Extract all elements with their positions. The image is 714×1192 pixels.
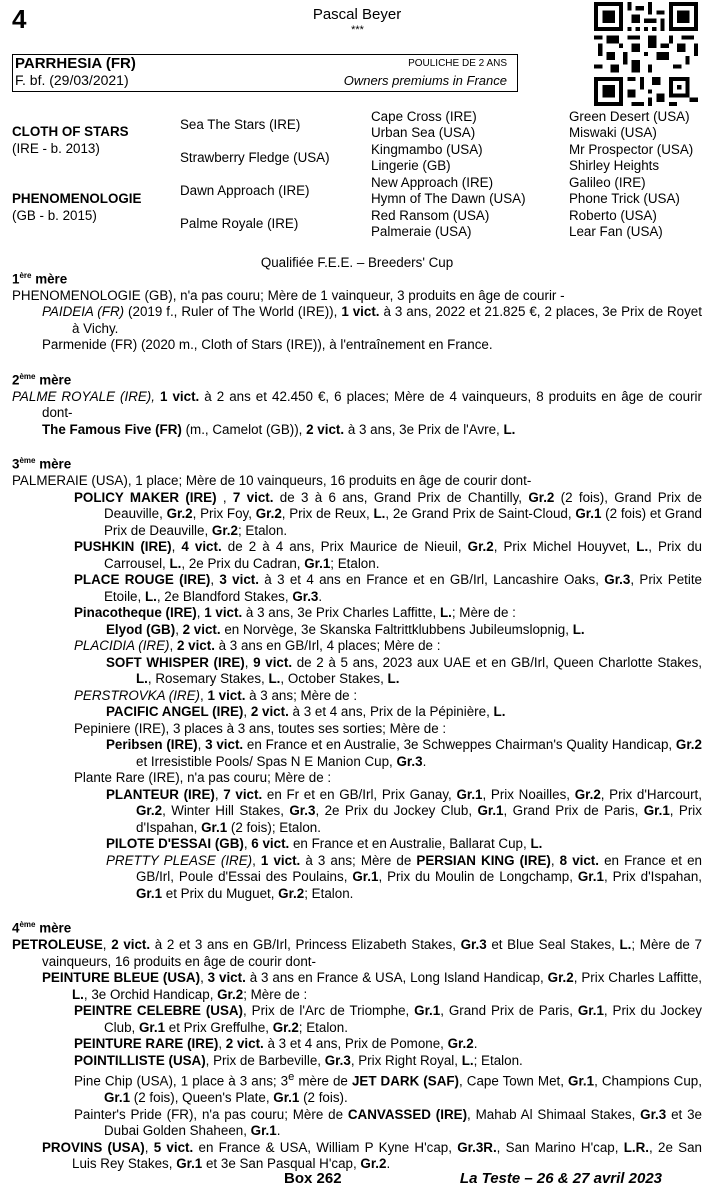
box-number: Box 262 bbox=[284, 1170, 342, 1187]
family-entry: PEINTRE CELEBRE (USA), Prix de l'Arc de Triomphe, Gr.1, Grand Prix de Paris, Gr.1, Prix du Jockey Club, Gr.1 et Prix Greffulhe, Gr.2; Etalon. bbox=[74, 1003, 702, 1035]
family-entry: Peribsen (IRE), 3 vict. en France et en Australie, 3e Schweppes Chairman's Quality Handicap, Gr.2 et Irresistible Pools/ Spas N E Manion Cup, Gr.3. bbox=[106, 737, 702, 769]
sire-info: (IRE - b. 2013) bbox=[12, 141, 100, 156]
lot-number: 4 bbox=[12, 4, 27, 34]
pedigree-gen3: Hymn of The Dawn (USA) bbox=[371, 191, 526, 206]
family-text bbox=[12, 268, 702, 1173]
family-entry: Elyod (GB), 2 vict. en Norvège, 3e Skanska Faltrittklubbens Jubileumslopnig, L. bbox=[106, 621, 585, 637]
family-entry: The Famous Five (FR) (m., Camelot (GB)), 2 vict. à 3 ans, 3e Prix de l'Avre, L. bbox=[42, 421, 516, 437]
family-entry: SOFT WHISPER (IRE), 9 vict. de 2 à 5 ans, 2023 aux UAE et en GB/Irl, Queen Charlotte Stakes, L., Rosemary Stakes, L., October Stakes, L. bbox=[106, 654, 702, 687]
pedigree-gen4: Galileo (IRE) bbox=[569, 175, 646, 190]
horse-header-box bbox=[12, 54, 518, 92]
pedigree-gen2: Strawberry Fledge (USA) bbox=[180, 150, 330, 165]
owners-premiums: Owners premiums in France bbox=[343, 73, 507, 88]
pedigree-gen4: Lear Fan (USA) bbox=[569, 224, 663, 239]
qr-code-icon bbox=[594, 2, 698, 106]
horse-birth: F. bf. (29/03/2021) bbox=[15, 72, 129, 88]
family-entry: Parmenide (FR) (2020 m., Cloth of Stars (IRE)), à l'entraînement en France. bbox=[42, 337, 493, 353]
dam-section-heading: 4ème mère bbox=[12, 920, 72, 936]
pedigree-gen3: Lingerie (GB) bbox=[371, 158, 451, 173]
family-entry: POLICY MAKER (IRE) , 7 vict. de 3 à 6 ans, Grand Prix de Chantilly, Gr.2 (2 fois), Grand Prix de Deauville, Gr.2, Prix Foy, Gr.2, Prix de Reux, L., 2e Grand Prix de Saint-Cloud, Gr.1 (2 fois) et Grand Prix de Deauville, Gr.2; Etalon. bbox=[74, 489, 702, 538]
seller-stars: *** bbox=[350, 24, 364, 36]
family-entry: Pinacotheque (IRE), 1 vict. à 3 ans, 3e Prix Charles Laffitte, L.; Mère de : bbox=[74, 605, 516, 621]
family-entry: POINTILLISTE (USA), Prix de Barbeville, Gr.3, Prix Right Royal, L.; Etalon. bbox=[74, 1052, 523, 1068]
pedigree-gen4: Mr Prospector (USA) bbox=[569, 142, 694, 157]
family-entry: Pepiniere (IRE), 3 places à 3 ans, toutes ses sorties; Mère de : bbox=[74, 720, 447, 736]
pedigree-gen3: Red Ransom (USA) bbox=[371, 208, 490, 223]
family-entry: PRETTY PLEASE (IRE), 1 vict. à 3 ans; Mère de PERSIAN KING (IRE), 8 vict. en France et en GB/Irl, Poule d'Essai des Poulains, Gr.1, Prix du Moulin de Longchamp, Gr.1, Prix d'Ispahan, Gr.1 et Prix du Muguet, Gr.2; Etalon. bbox=[106, 852, 702, 901]
qualification: Qualifiée F.E.E. – Breeders' Cup bbox=[260, 255, 454, 270]
pedigree-gen3: Palmeraie (USA) bbox=[371, 224, 472, 239]
family-entry: Plante Rare (IRE), n'a pas couru; Mère de : bbox=[74, 770, 332, 786]
family-entry: PALME ROYALE (IRE), 1 vict. à 2 ans et 42.450 €, 6 places; Mère de 4 vainqueurs, 8 produits en âge de courir dont- bbox=[12, 388, 702, 421]
family-entry: Painter's Pride (FR), n'a pas couru; Mère de CANVASSED (IRE), Mahab Al Shimaal Stakes, Gr.3 et 3e Dubai Golden Shaheen, Gr.1. bbox=[74, 1106, 702, 1139]
pedigree-gen4: Roberto (USA) bbox=[569, 208, 657, 223]
pedigree-gen3: Urban Sea (USA) bbox=[371, 125, 476, 140]
family-entry: PUSHKIN (IRE), 4 vict. de 2 à 4 ans, Prix Maurice de Nieuil, Gr.2, Prix Michel Houyvet, L., Prix du Carrousel, L., 2e Prix du Cadran, Gr.1; Etalon. bbox=[74, 539, 703, 571]
family-entry: PERSTROVKA (IRE), 1 vict. à 3 ans; Mère de : bbox=[74, 687, 358, 703]
pedigree-gen4: Miswaki (USA) bbox=[569, 125, 657, 140]
pedigree-gen2: Dawn Approach (IRE) bbox=[180, 183, 310, 198]
pedigree-gen3: Kingmambo (USA) bbox=[371, 142, 483, 157]
family-entry: PEINTURE RARE (IRE), 2 vict. à 3 et 4 ans, Prix de Pomone, Gr.2. bbox=[74, 1036, 478, 1052]
family-entry: PROVINS (USA), 5 vict. en France & USA, William P Kyne H'cap, Gr.3R., San Marino H'cap, L.R., 2e San Luis Rey Stakes, Gr.1 et 3e San Pasqual H'cap, Gr.2. bbox=[42, 1139, 702, 1172]
family-entry: PLANTEUR (IRE), 7 vict. en Fr et en GB/Irl, Prix Ganay, Gr.1, Prix Noailles, Gr.2, Prix d'Harcourt, Gr.2, Winter Hill Stakes, Gr.3, 2e Prix du Jockey Club, Gr.1, Grand Prix de Paris, Gr.1, Prix d'Ispahan, Gr.1 (2 fois); Etalon. bbox=[106, 786, 703, 835]
family-entry: PLACIDIA (IRE), 2 vict. à 3 ans en GB/Irl, 4 places; Mère de : bbox=[74, 638, 441, 654]
dam-info: (GB - b. 2015) bbox=[12, 208, 97, 223]
family-entry: PLACE ROUGE (IRE), 3 vict. à 3 et 4 ans en France et en GB/Irl, Lancashire Oaks, Gr.3, Prix Petite Etoile, L., 2e Blandford Stakes, Gr.3. bbox=[74, 572, 703, 604]
horse-sex-age: POULICHE DE 2 ANS bbox=[408, 58, 507, 69]
family-entry: PEINTURE BLEUE (USA), 3 vict. à 3 ans en France & USA, Long Island Handicap, Gr.2, Prix Charles Laffitte, L., 3e Orchid Handicap, Gr.2; Mère de : bbox=[42, 970, 702, 1002]
seller-name: Pascal Beyer bbox=[312, 6, 402, 23]
pedigree-gen4: Phone Trick (USA) bbox=[569, 191, 680, 206]
family-entry: PHENOMENOLOGIE (GB), n'a pas couru; Mère de 1 vainqueur, 3 produits en âge de courir - bbox=[12, 287, 565, 303]
family-entry: PACIFIC ANGEL (IRE), 2 vict. à 3 et 4 ans, Prix de la Pépinière, L. bbox=[106, 704, 506, 720]
sale-name: La Teste – 26 & 27 avril 2023 bbox=[459, 1170, 662, 1187]
family-entry: PILOTE D'ESSAI (GB), 6 vict. en France et en Australie, Ballarat Cup, L. bbox=[106, 836, 543, 852]
pedigree-gen2: Sea The Stars (IRE) bbox=[180, 117, 301, 132]
dam-name: PHENOMENOLOGIE bbox=[12, 191, 142, 206]
family-entry: PAIDEIA (FR) (2019 f., Ruler of The World (IRE)), 1 vict. à 3 ans, 2022 et 21.825 €, 2 places, 3e Prix de Royet à Vichy. bbox=[42, 304, 702, 336]
family-entry: PETROLEUSE, 2 vict. à 2 et 3 ans en GB/Irl, Princess Elizabeth Stakes, Gr.3 et Blue Seal Stakes, L.; Mère de 7 vainqueurs, 16 produits en âge de courir dont- bbox=[12, 937, 702, 969]
pedigree-gen4: Shirley Heights bbox=[569, 158, 660, 173]
pedigree-gen2: Palme Royale (IRE) bbox=[180, 216, 299, 231]
dam-section-heading: 1ère mère bbox=[12, 271, 68, 287]
horse-name: PARRHESIA (FR) bbox=[15, 55, 136, 72]
dam-section-heading: 3ème mère bbox=[12, 456, 72, 472]
pedigree-gen3: New Approach (IRE) bbox=[371, 175, 494, 190]
dam-section-heading: 2ème mère bbox=[12, 371, 72, 388]
family-entry: PALMERAIE (USA), 1 place; Mère de 10 vainqueurs, 16 produits en âge de courir dont- bbox=[12, 473, 532, 489]
sire-name: CLOTH OF STARS bbox=[12, 124, 129, 139]
pedigree-gen3: Cape Cross (IRE) bbox=[371, 109, 477, 124]
pedigree-gen4: Green Desert (USA) bbox=[569, 109, 690, 124]
family-entry: Pine Chip (USA), 1 place à 3 ans; 3e mère de JET DARK (SAF), Cape Town Met, Gr.1, Champions Cup, Gr.1 (2 fois), Queen's Plate, Gr.1 (2 fois). bbox=[74, 1071, 702, 1106]
